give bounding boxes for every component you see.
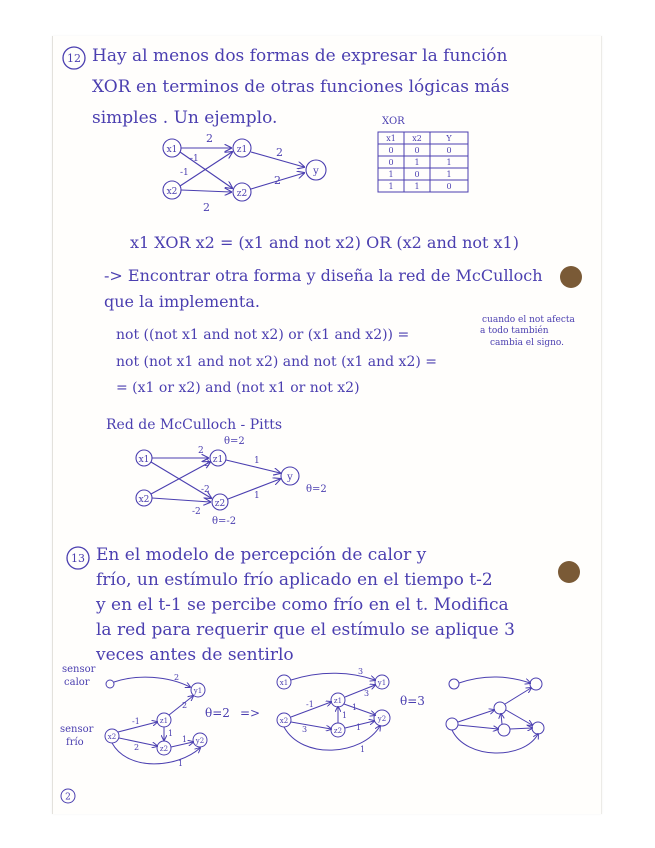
section-12-number: 12 <box>67 52 81 65</box>
page-number-circle <box>58 786 78 806</box>
section-12-line-2: XOR en terminos de otras funciones lógicas más <box>92 77 510 97</box>
xor-table-cell: 0 <box>388 158 394 167</box>
mcp-label-z1: z1 <box>212 455 224 465</box>
mid-label-z2: z2 <box>333 727 343 735</box>
xor-table-cell: 1 <box>388 170 394 179</box>
weight-x2-z2: 2 <box>203 201 210 214</box>
mid-label-y2: y2 <box>377 715 387 723</box>
left-weight-x2-z2: 2 <box>134 743 140 752</box>
mid-weight-z1-y2: 1 <box>352 703 358 712</box>
mcp-weight-z1-y: 1 <box>254 456 260 466</box>
mcp-title: Red de McCulloch - Pitts <box>106 417 283 433</box>
sensor-calor-label-1: sensor <box>62 664 96 675</box>
xor-header-cell: x2 <box>412 134 422 143</box>
mcp-theta-z1: θ=2 <box>224 436 245 447</box>
mcp-weight-x2-z2: -2 <box>192 507 201 517</box>
section-12-line-3: simples . Un ejemplo. <box>92 108 278 128</box>
mid-weight-z1-y1: 3 <box>364 689 370 698</box>
heat-arrow: => <box>240 706 261 720</box>
section-13-line-5: veces antes de sentirlo <box>96 645 294 665</box>
section-13-line-4: la red para requerir que el estímulo se aplique 3 <box>96 620 515 640</box>
left-weight-calor-y1: 2 <box>174 673 180 682</box>
page-number: 2 <box>65 792 71 803</box>
mcp-label-x2: x2 <box>138 495 150 505</box>
heat-network-right <box>440 668 560 768</box>
mcp-weight-x1-z2: -2 <box>201 485 210 495</box>
mcp-label-x1: x1 <box>138 455 150 465</box>
heat-theta-left: θ=2 <box>205 706 230 720</box>
section-12-circle <box>60 44 88 72</box>
mcp-label-y: y <box>287 472 293 483</box>
xor-table-cell: 0 <box>388 146 394 155</box>
left-label-z2: z2 <box>159 745 169 753</box>
section-13-line-3: y en el t-1 se percibe como frío en el t. Modifica <box>96 595 509 615</box>
xor-formula: x1 XOR x2 = (x1 and not x2) OR (x2 and not x1) <box>130 233 519 252</box>
left-weight-z1-z2: 1 <box>168 729 174 738</box>
derivation-line-2: not (not x1 and not x2) and not (x1 and x2) = <box>116 354 438 370</box>
weight-z1-y: 2 <box>276 146 283 159</box>
mcp-label-z2: z2 <box>214 499 226 509</box>
mid-label-x2: x2 <box>279 717 289 725</box>
heat-network-left <box>98 668 233 776</box>
weight-x1-z1: 2 <box>206 132 213 145</box>
left-weight-z2-y2: 1 <box>182 735 188 744</box>
derivation-note-2: a todo también <box>480 326 549 336</box>
section-13-circle <box>64 544 92 572</box>
label-z1: z1 <box>236 145 248 155</box>
mcp-weight-z2-y: 1 <box>254 491 260 501</box>
xor-table-cell: 0 <box>446 182 452 191</box>
left-label-z1: z1 <box>159 717 169 725</box>
xor-table-title: XOR <box>382 116 405 127</box>
mid-weight-z2-y2: 1 <box>356 723 362 732</box>
label-z2: z2 <box>236 189 248 199</box>
mcp-weight-x2-z1: 2 <box>204 459 210 469</box>
heat-network-middle <box>272 666 402 766</box>
left-weight-z1-y1: 2 <box>182 701 188 710</box>
section-12-line-1: Hay al menos dos formas de expresar la función <box>92 46 508 66</box>
weight-x1-z2: -1 <box>190 154 199 164</box>
label-x1: x1 <box>166 145 178 155</box>
xor-table-cell: 1 <box>446 170 452 179</box>
weight-z2-y: 2 <box>274 174 281 187</box>
weight-x2-z1: -1 <box>180 168 189 178</box>
section-13-line-1: En el modelo de percepción de calor y <box>96 545 427 565</box>
xor-truth-table <box>374 128 474 198</box>
label-y: y <box>313 166 319 177</box>
mcp-weight-x1-z1: 2 <box>198 446 204 456</box>
sensor-frio-label-2: frío <box>66 737 84 748</box>
xor-table-cell: 0 <box>414 170 420 179</box>
mid-weight-z2-z1: 1 <box>342 711 348 720</box>
xor-header-cell: x1 <box>386 134 396 143</box>
xor-network-diagram <box>150 132 340 216</box>
derivation-line-3: = (x1 or x2) and (not x1 or not x2) <box>116 380 360 396</box>
left-weight-loop: 1 <box>178 759 184 768</box>
xor-table-cell: 0 <box>446 146 452 155</box>
section-13-line-2: frío, un estímulo frío aplicado en el tiempo t-2 <box>96 570 493 590</box>
left-weight-x2-z1: -1 <box>132 717 140 726</box>
derivation-line-1: not ((not x1 and not x2) or (x1 and x2)) = <box>116 327 410 343</box>
xor-table-cell: 1 <box>414 182 420 191</box>
mid-label-x1: x1 <box>279 679 289 687</box>
left-label-y2: y2 <box>195 737 205 745</box>
mcculloch-pitts-diagram <box>126 432 336 528</box>
xor-table-cell: 1 <box>388 182 394 191</box>
binder-hole-bottom <box>558 561 580 583</box>
mid-label-z1: z1 <box>333 697 343 705</box>
label-x2: x2 <box>166 187 178 197</box>
binder-hole-top <box>560 266 582 288</box>
section-13-number: 13 <box>71 552 85 565</box>
derivation-note-3: cambia el signo. <box>490 338 565 348</box>
xor-header-cell: Y <box>446 134 452 143</box>
edge-x2-z2 <box>181 190 231 192</box>
mcp-theta-z2: θ=-2 <box>212 516 237 527</box>
mid-weight-x2-z1: -1 <box>306 700 314 709</box>
mid-weight-loop: 1 <box>360 745 366 754</box>
mid-label-y1: y1 <box>377 679 387 687</box>
derivation-note-1: cuando el not afecta <box>482 315 575 325</box>
xor-table-cell: 1 <box>446 158 452 167</box>
heat-theta-mid: θ=3 <box>400 694 425 708</box>
task-line-2: que la implementa. <box>104 292 260 311</box>
mcp-theta-y: θ=2 <box>306 484 327 495</box>
left-label-x2: x2 <box>107 733 117 741</box>
mid-weight-x2-z2: 3 <box>302 725 308 734</box>
sensor-calor-label-2: calor <box>64 677 90 688</box>
task-line-1: -> Encontrar otra forma y diseña la red de McCulloch <box>104 266 543 285</box>
xor-table-cell: 1 <box>414 158 420 167</box>
mid-weight-x1-y1: 3 <box>358 667 364 676</box>
xor-table-cell: 0 <box>414 146 420 155</box>
sensor-frio-label-1: sensor <box>60 724 94 735</box>
left-label-y1: y1 <box>193 687 203 695</box>
